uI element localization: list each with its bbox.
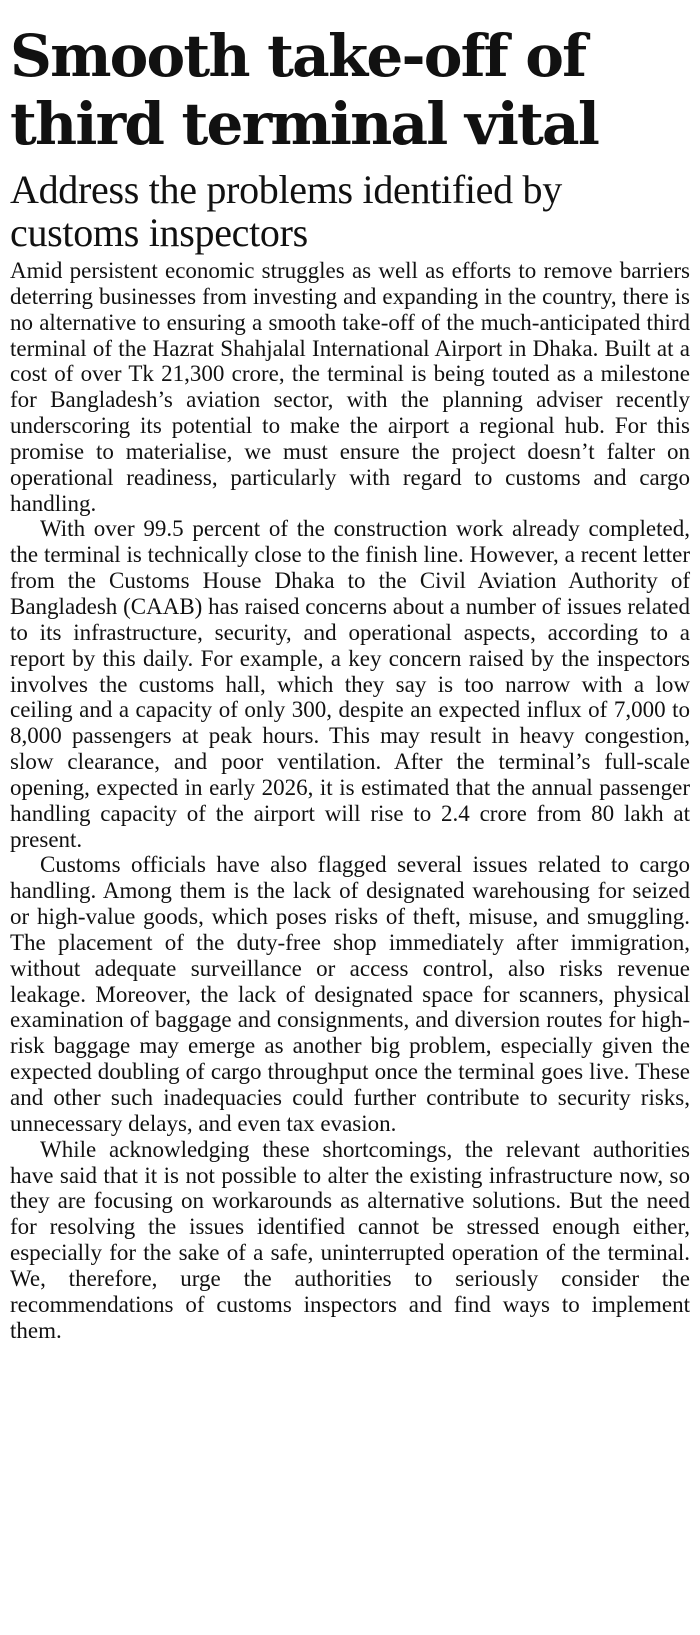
article-paragraph: While acknowledging these shortcomings, the relevant authorities have said that it is not possible to alter the existing infrastructure now, so they are focusing on workarounds as alternative solutions. But the need for resolving the issues identified cannot be stressed enough either, especially for the sake of a safe, uninterrupted operation of the terminal. We, therefore, urge the authorities to seriously consider the recommendations of customs inspectors and find ways to implement them. bbox=[10, 1136, 690, 1343]
article-body bbox=[10, 258, 690, 1343]
article-paragraph: Amid persistent economic struggles as well as efforts to remove barriers deterring businesses from investing and expanding in the country, there is no alternative to ensuring a smooth take-off of the much-anticipated third terminal of the Hazrat Shahjalal International Airport in Dhaka. Built at a cost of over Tk 21,300 crore, the terminal is being touted as a milestone for Bangladesh’s aviation sector, with the planning adviser recently underscoring its potential to make the airport a regional hub. For this promise to materialise, we must ensure the project doesn’t falter on operational readiness, particularly with regard to customs and cargo handling. bbox=[10, 258, 690, 516]
article-headline: Smooth take-off of third terminal vital bbox=[10, 22, 599, 158]
article-subheadline: Address the problems identified by customs inspectors bbox=[10, 167, 562, 255]
article-paragraph: Customs officials have also flagged several issues related to cargo handling. Among them is the lack of designated warehousing for seized or high-value goods, which poses risks of theft, misuse, and smuggling. The placement of the duty-free shop immediately after immigration, without adequate surveillance or access control, also risks revenue leakage. Moreover, the lack of designated space for scanners, physical examination of baggage and consignments, and diversion routes for high-risk baggage may emerge as another big problem, especially given the expected doubling of cargo throughput once the terminal goes live. These and other such inadequacies could further contribute to security risks, unnecessary delays, and even tax evasion. bbox=[10, 852, 690, 1136]
article-paragraph: With over 99.5 percent of the construction work already completed, the terminal is technically close to the finish line. However, a recent letter from the Customs House Dhaka to the Civil Aviation Authority of Bangladesh (CAAB) has raised concerns about a number of issues related to its infrastructure, security, and operational aspects, according to a report by this daily. For example, a key concern raised by the inspectors involves the customs hall, which they say is too narrow with a low ceiling and a capacity of only 300, despite an expected influx of 7,000 to 8,000 passengers at peak hours. This may result in heavy congestion, slow clearance, and poor ventilation. After the terminal’s full-scale opening, expected in early 2026, it is estimated that the annual passenger handling capacity of the airport will rise to 2.4 crore from 80 lakh at present. bbox=[10, 516, 690, 852]
